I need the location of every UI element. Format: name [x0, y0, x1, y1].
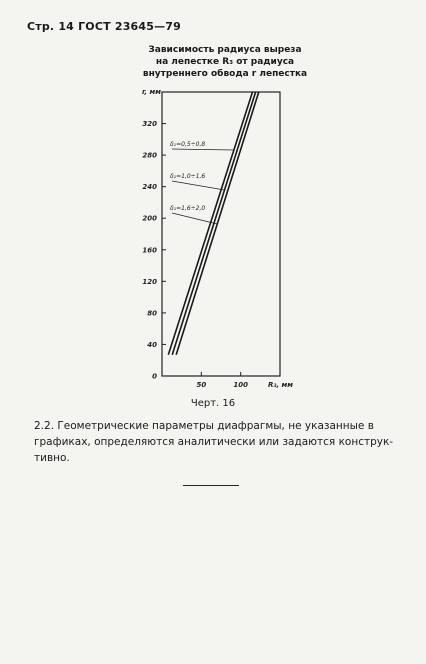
y-tick-label: 40 [147, 340, 157, 349]
series-leader-line [172, 213, 217, 224]
series-line [168, 92, 252, 355]
paragraph-line-1: 2.2. Геометрические параметры диафрагмы, не указанные в [34, 420, 374, 432]
y-axis-label: r, мм [142, 88, 161, 96]
x-axis-label: R₃, мм [268, 381, 293, 389]
page-header: Стр. 14 ГОСТ 23645—79 [27, 20, 182, 33]
series-label: δ₁=0,5÷0,8 [170, 141, 206, 148]
series-leader-line [172, 149, 234, 150]
paragraph-line-2: графиках, определяются аналитически или задаются конструк- [34, 436, 394, 448]
y-tick-label: 200 [142, 214, 157, 223]
y-tick-label-origin: 0 [152, 372, 157, 381]
chart-title-line-3: внутреннего обвода r лепестка [142, 69, 308, 79]
series-label: δ₁=1,6÷2,0 [170, 205, 206, 212]
chart-title-line-1: Зависимость радиуса выреза [148, 45, 302, 55]
y-tick-label: 280 [142, 151, 157, 160]
paragraph-line-3: тивно. [34, 452, 70, 464]
separator-rule [183, 485, 239, 486]
chart-title-line-2: на лепестке R₃ от радиуса [155, 57, 295, 67]
y-tick-label: 80 [147, 309, 157, 318]
paragraph [34, 418, 404, 466]
y-tick-label: 120 [142, 277, 157, 286]
series-line [176, 92, 259, 355]
y-tick-label: 320 [142, 120, 157, 129]
series-leader-line [172, 181, 225, 190]
y-tick-label: 240 [142, 183, 157, 192]
x-tick-label: 50 [196, 381, 207, 389]
y-tick-label: 160 [142, 246, 157, 255]
series-label: δ₁=1,0÷1,6 [170, 173, 206, 180]
figure-caption: Черт. 16 [190, 398, 236, 409]
x-tick-label: 100 [233, 381, 248, 389]
